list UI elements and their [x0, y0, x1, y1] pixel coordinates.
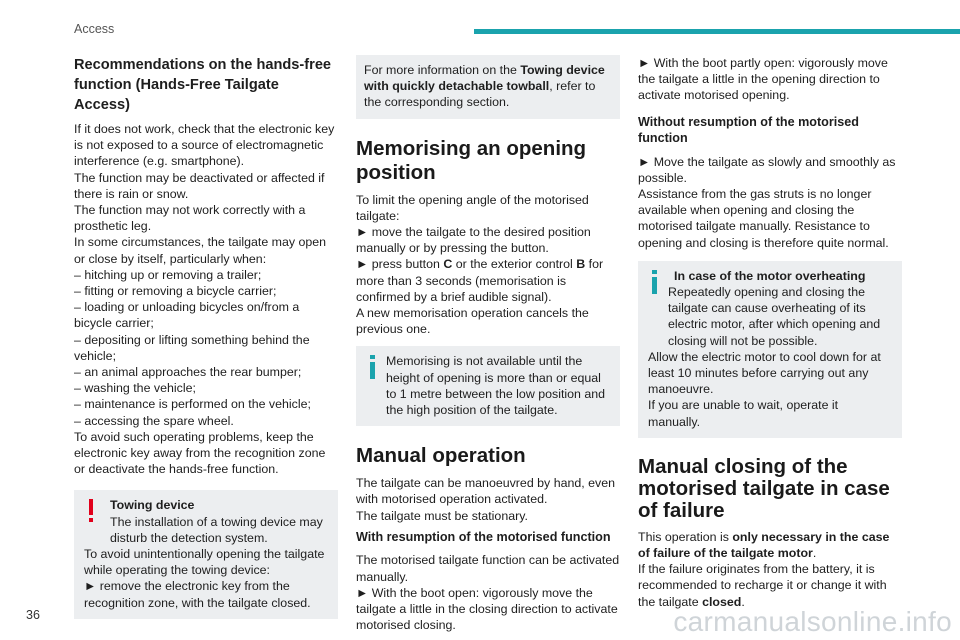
column-3 — [638, 55, 902, 610]
heading-manual-operation: Manual operation — [356, 444, 526, 468]
info-text: Allow the electric motor to cool down for at least 10 minutes before carrying out any manoeuvre. — [648, 349, 881, 397]
page-number: 36 — [26, 608, 40, 622]
paragraph: This operation is only necessary in the case of failure of the tailgate motor. — [638, 529, 890, 561]
warning-exclamation-icon — [87, 499, 95, 523]
paragraph: To limit the opening angle of the motorised tailgate: — [356, 192, 589, 223]
info-title: In case of the motor overheating — [674, 268, 866, 283]
paragraph: If it does not work, check that the electronic key is not exposed to a source of electromagnetic interference (e.g. smartphone). — [74, 122, 335, 169]
info-text: Repeatedly opening and closing the tailgate can cause overheating of its electric motor, after which opening and closing will not be possible. — [668, 285, 881, 348]
warning-text: ► remove the electronic key from the recognition zone, with the tailgate closed. — [84, 579, 311, 610]
section-header: Access — [74, 22, 115, 36]
paragraph: The tailgate can be manoeuvred by hand, even with motorised operation activated. — [356, 476, 616, 507]
header-accent-bar — [474, 29, 960, 34]
list-item: – washing the vehicle; — [74, 381, 196, 396]
warning-title: Towing device — [110, 498, 195, 513]
paragraph: The function may not work correctly with a prosthetic leg. — [74, 203, 306, 234]
list-item: – depositing or lifting something behind the vehicle; — [74, 332, 310, 363]
list-item: – hitching up or removing a trailer; — [74, 267, 262, 282]
paragraph: The tailgate must be stationary. — [356, 508, 528, 523]
warning-box-towing-device — [74, 490, 338, 618]
list-item: – maintenance is performed on the vehicle; — [74, 397, 311, 412]
info-box-memorising — [356, 346, 620, 426]
info-box-motor-overheating — [638, 261, 902, 438]
step: ► With the boot open: vigorously move the tailgate a little in the closing direction to activate motorised closing. — [356, 585, 618, 633]
paragraph: In some circumstances, the tailgate may open or close by itself, particularly when: — [74, 235, 327, 266]
box-bold-text: Towing device with quickly detachable towball — [364, 63, 605, 94]
info-icon — [650, 270, 660, 295]
step: ► With the boot partly open: vigorously move the tailgate a little in the opening direction to activate motorised opening. — [638, 56, 888, 103]
step: ► move the tailgate to the desired position manually or by pressing the button. — [356, 225, 591, 256]
subheading-without-resumption: Without resumption of the motorised function — [638, 114, 859, 146]
warning-text: The installation of a towing device may disturb the detection system. — [110, 514, 323, 545]
step: ► Move the tailgate as slowly and smoothly as possible. — [638, 154, 896, 185]
column-1 — [74, 55, 338, 619]
list-item: – an animal approaches the rear bumper; — [74, 365, 302, 380]
box-text: , refer to the corresponding section. — [364, 79, 596, 110]
paragraph: The motorised tailgate function can be activated manually. — [356, 553, 620, 584]
list-item: – loading or unloading bicycles on/from a bicycle carrier; — [74, 300, 300, 331]
info-icon — [368, 355, 378, 380]
box-text: For more information on the — [364, 63, 521, 77]
warning-text: To avoid unintentionally opening the tailgate while operating the towing device: — [84, 547, 325, 578]
info-text: If you are unable to wait, operate it manually. — [648, 398, 839, 429]
subheading-with-resumption: With resumption of the motorised function — [356, 529, 611, 544]
heading-manual-closing: Manual closing of the motorised tailgate in case of failure — [638, 454, 890, 522]
watermark: carmanualsonline.info — [673, 606, 952, 637]
list-item: – accessing the spare wheel. — [74, 413, 234, 428]
list-item: – fitting or removing a bicycle carrier; — [74, 284, 277, 299]
info-text: Memorising is not available until the height of opening is more than or equal to 1 metre between the low position and the high position of the tailgate. — [386, 354, 606, 418]
paragraph: Assistance from the gas struts is no longer available when opening and closing the motorised tailgate manually. Resistance to opening and closing is therefore quite normal. — [638, 187, 889, 250]
heading-hands-free-recommendations: Recommendations on the hands-free function (Hands-Free Tailgate Access) — [74, 57, 332, 113]
paragraph: A new memorisation operation cancels the previous one. — [356, 306, 589, 337]
heading-memorising-opening-position: Memorising an opening position — [356, 136, 587, 184]
paragraph: If the failure originates from the battery, it is recommended to recharge it or change it with the tailgate closed. — [638, 562, 887, 609]
towball-reference-box — [356, 55, 620, 119]
paragraph: To avoid such operating problems, keep the electronic key away from the recognition zone or deactivate the hands-free function. — [74, 429, 326, 477]
step: ► press button C or the exterior control B for more than 3 seconds (memorisation is confirmed by a brief audible signal). — [356, 257, 604, 304]
paragraph: The function may be deactivated or affected if there is rain or snow. — [74, 170, 325, 201]
column-2 — [356, 55, 620, 633]
